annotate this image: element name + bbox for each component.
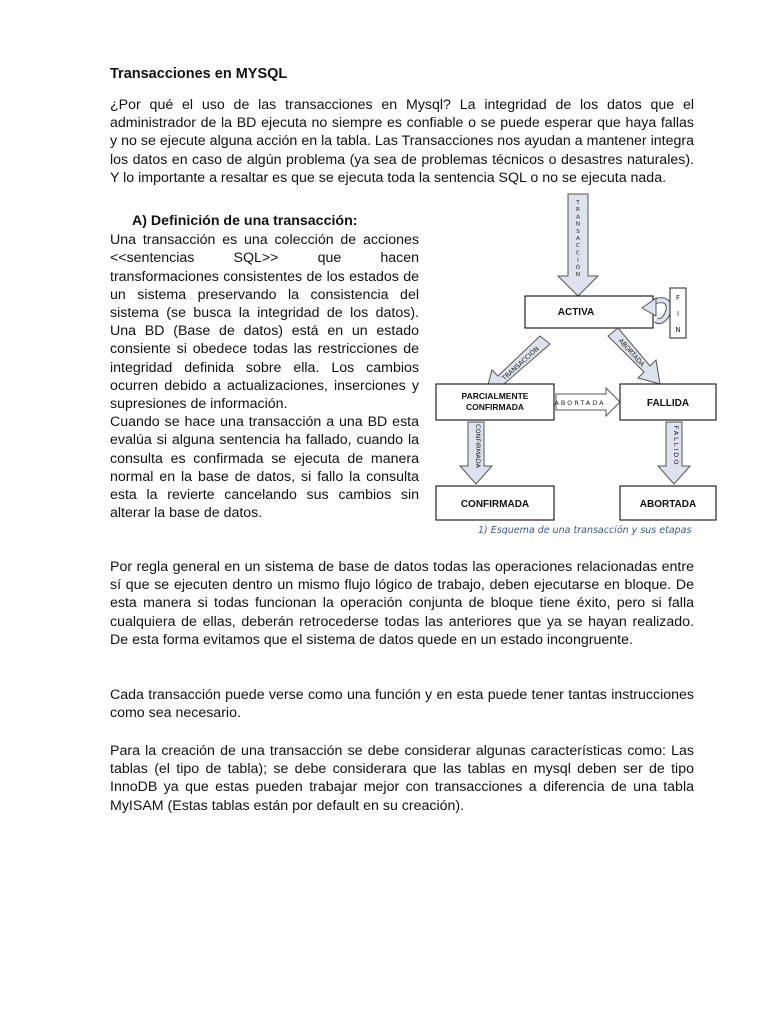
state-parcial-label-2: CONFIRMADA [465,402,525,412]
fin-letter-1: I [676,310,680,318]
state-abortada-label: ABORTADA [639,499,697,510]
fallido-vertical-arrow [658,422,690,484]
transaccion-letter-0: T [576,200,580,206]
transaccion-letter-5: A [576,236,580,242]
abortada-diagonal-arrow [608,328,660,384]
intro-paragraph: ¿Por qué el uso de las transacciones en Mysql? La integridad de los datos que el administrador de la BD ejecuta no siempre es confiable o se puede esperar que haya fallas y no se ejecute alguna acción en la tabla. Las Transacciones nos ayudan a mantener integra los datos en caso de algún problema (ya sea de problemas técnicos o desastres naturales). Y lo importante a resaltar es que se ejecuta toda la sentencia SQL o no se ejecuta nada. [110,97,694,186]
transaccion-letter-10: N [575,272,581,278]
transaccion-letter-2: A [576,214,580,221]
state-confirmada-label: CONFIRMADA [460,499,530,510]
state-fallida-label: FALLIDA [646,398,690,409]
transaccion-letter-4: S [576,228,580,235]
fin-box [670,288,686,338]
document-title: Transacciones en MYSQL [110,66,288,82]
block-paragraph: Por regla general en un sistema de base de datos todas las operaciones relacionadas entre sí que se ejecuten dentro un mismo flujo lógico de trabajo, deben ejecutarse en bloque. De esta manera si todas funcionan la operación conjunta de bloque tiene éxito, pero si falla cualquiera de ellas, deberán retrocederse todas las anteriores que ya se hayan realizado. De esta forma evitamos que el sistema de datos quede en un estado incongruente. [110,559,694,648]
abortada-diag-label: ABORTADA [616,336,647,369]
state-parcialmente-confirmada [436,384,554,420]
state-activa-label: ACTIVA [557,307,595,318]
state-fallida [620,384,716,420]
section-heading: A) Definición de una transacción: [132,213,358,229]
diagram-caption: 1) Esquema de una transacción y sus etapas [478,525,692,536]
abortada-horizontal-arrow [554,388,620,416]
creation-paragraph: Para la creación de una transacción se debe considerar algunas características como: Las tablas (el tipo de tabla); se debe considerara que las tablas en mysql deben ser de tipo InnoDB ya que estas pueden trabajar mejor con transacciones a diferencia de una tabla MyISAM (Estas tablas están por default en su creación). [110,743,694,814]
fin-letter-0: F [675,294,681,302]
transaccion-letter-3: N [575,221,581,228]
confirmada-vertical-arrow [460,422,492,484]
definition-paragraph-2: Cuando se hace una transacción a una BD esta evalúa si alguna sentencia ha fallado, cuando la consulta es confirmada se ejecuta de manera normal en la base de datos, si fallo la consulta esta la revierte cancelando sus cambios sin alterar la base de datos. [110,414,419,522]
abortada-horiz-label: ABORTADA [554,399,606,407]
transaccion-diag-label: TRANSACCIÓN [500,344,541,383]
transaccion-letter-8: I [577,257,579,264]
transaction-state-diagram [430,188,720,526]
state-activa [525,296,653,328]
state-abortada [620,486,716,520]
function-paragraph: Cada transacción puede verse como una función y en esta puede tener tantas instrucciones como sea necesario. [110,687,694,722]
definition-paragraph-1: Una transacción es una colección de acciones <<sentencias SQL>> que hacen transformaciones consistentes de los estados de un sistema preservando la consistencia del sistema (se busca la integridad de los datos). Una BD (Base de datos) está en un estado consiente si obedece todas las restricciones de integridad definida sobre ella. Los cambios ocurren debido a actualizaciones, inserciones y supresiones de información. [110,232,419,413]
state-confirmada [436,486,554,520]
fallido-vert-label: FALLIDO [672,425,680,467]
transaccion-letter-6: C [576,243,580,250]
transaccion-letter-9: Ó [575,264,581,271]
fin-letter-2: N [675,326,681,334]
definition-section [110,212,419,522]
transaccion-letter-1: R [576,207,580,214]
transaccion-entry-arrow [558,194,598,296]
confirmada-vert-label: CONFIRMADA [474,423,482,469]
transaccion-letter-7: C [576,250,580,257]
state-parcial-label-1: PARCIALMENTE [461,391,529,401]
